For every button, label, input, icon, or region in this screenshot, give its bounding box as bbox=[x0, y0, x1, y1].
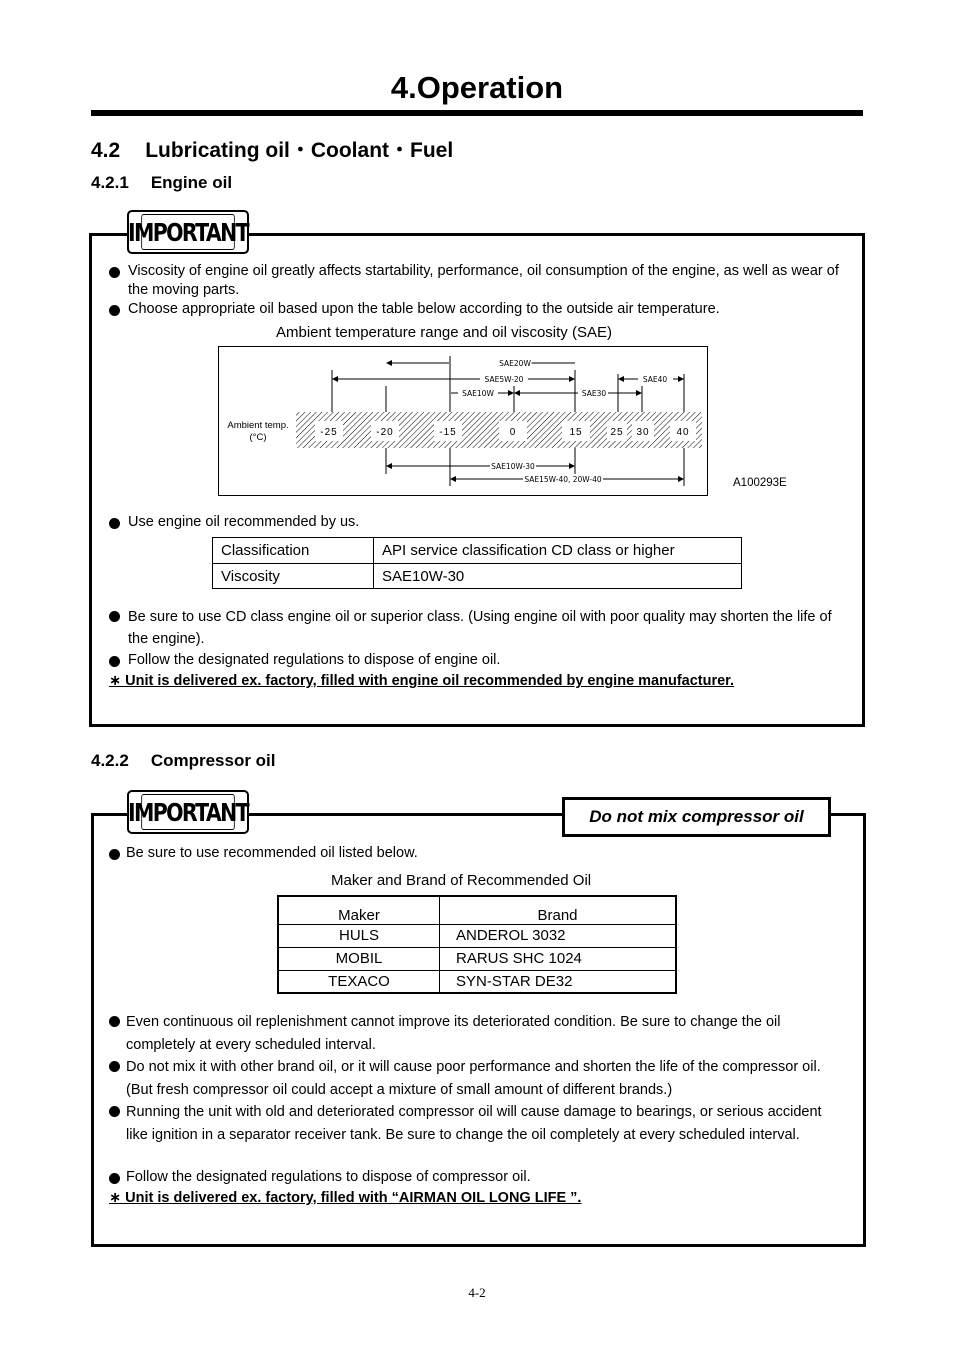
bullet-text: Running the unit with old and deteriorated compressor oil will cause damage to bearings, or serious accident like ignition in a separator receiver tank. Be sure to change the oil completely at every scheduled interval. bbox=[126, 1104, 822, 1143]
compressor-oil-heading-title: Compressor oil bbox=[150, 751, 276, 770]
engine-oil-bullet-viscosity bbox=[109, 262, 851, 300]
sae20w-label: SAE20W bbox=[499, 359, 531, 368]
bullet-dot bbox=[109, 518, 120, 529]
compressor-oil-bullet-replenish bbox=[109, 1011, 844, 1056]
brand-cell: RARUS SHC 1024 bbox=[440, 947, 677, 970]
temp-label: 0 bbox=[509, 427, 517, 438]
compressor-oil-bullet-intro bbox=[109, 844, 851, 863]
sae10w30-label: SAE10W-30 bbox=[491, 462, 535, 471]
bullet-dot bbox=[109, 1173, 120, 1184]
compressor-oil-bullet-dispose bbox=[109, 1168, 844, 1187]
section-number: 4.2 bbox=[91, 139, 121, 162]
sae40-label: SAE40 bbox=[642, 375, 668, 384]
bullet-text: Viscosity of engine oil greatly affects startability, performance, oil consumption of the engine, as well as wear of the moving parts. bbox=[128, 263, 839, 298]
section-heading bbox=[91, 134, 453, 164]
compressor-oil-heading-number: 4.2.2 bbox=[91, 751, 129, 770]
engine-oil-bullet-recommend bbox=[109, 513, 851, 532]
table-row bbox=[278, 947, 676, 970]
compressor-oil-factory-note: ∗ Unit is delivered ex. factory, filled with “AIRMAN OIL LONG LIFE ”. bbox=[109, 1190, 582, 1206]
bullet-text: Even continuous oil replenishment cannot improve its deteriorated condition. Be sure to change the oil completely at every scheduled interval. bbox=[126, 1014, 781, 1053]
bullet-dot bbox=[109, 611, 120, 622]
spec-label: Classification bbox=[213, 538, 374, 564]
engine-oil-bullet-dispose bbox=[109, 651, 851, 670]
bullet-text: Choose appropriate oil based upon the table below according to the outside air temperature. bbox=[128, 301, 720, 317]
table-row bbox=[278, 924, 676, 947]
temp-label: -20 bbox=[376, 427, 394, 438]
spec-row bbox=[213, 564, 742, 589]
spec-label: Viscosity bbox=[213, 564, 374, 589]
ambient-temp-unit: (°C) bbox=[249, 432, 267, 443]
engine-oil-bullet-cd-class bbox=[109, 606, 851, 650]
bullet-text: Follow the designated regulations to dispose of engine oil. bbox=[128, 652, 501, 668]
engine-oil-heading-title: Engine oil bbox=[150, 173, 233, 192]
spec-value: SAE10W-30 bbox=[374, 564, 742, 589]
temp-label: -15 bbox=[439, 427, 457, 438]
table-header-brand: Brand bbox=[440, 896, 677, 924]
recommended-oil-table bbox=[277, 895, 677, 994]
chapter-rule bbox=[91, 110, 863, 116]
bullet-dot bbox=[109, 656, 120, 667]
engine-oil-heading bbox=[91, 173, 232, 193]
temp-label: 30 bbox=[636, 427, 650, 438]
do-not-mix-warning: Do not mix compressor oil bbox=[562, 797, 831, 837]
ambient-temp-label: Ambient temp. bbox=[227, 420, 289, 431]
engine-oil-bullet-choose bbox=[109, 300, 851, 319]
bullet-text: Be sure to use CD class engine oil or superior class. (Using engine oil with poor quality may shorten the life of the engine). bbox=[128, 609, 832, 647]
table-header-row bbox=[278, 896, 676, 924]
oil-table-caption: Maker and Brand of Recommended Oil bbox=[331, 872, 592, 889]
bullet-text: Do not mix it with other brand oil, or it will cause poor performance and shorten the life of the compressor oil. (But fresh compressor oil could accept a mixture of small amount of different brands.) bbox=[126, 1059, 821, 1098]
temp-label: 25 bbox=[610, 427, 624, 438]
figure-id: A100293E bbox=[733, 477, 787, 489]
engine-oil-heading-number: 4.2.1 bbox=[91, 173, 129, 192]
engine-oil-spec-table bbox=[212, 537, 742, 589]
temp-label: 40 bbox=[676, 427, 690, 438]
bullet-dot bbox=[109, 305, 120, 316]
section-title: Lubricating oil・Coolant・Fuel bbox=[145, 139, 454, 162]
temp-label: 15 bbox=[569, 427, 583, 438]
maker-cell: MOBIL bbox=[278, 947, 440, 970]
spec-value: API service classification CD class or higher bbox=[374, 538, 742, 564]
bullet-dot bbox=[109, 849, 120, 860]
sae15w40-label: SAE15W-40, 20W-40 bbox=[524, 475, 602, 484]
page-number: 4-2 bbox=[468, 1285, 486, 1300]
bullet-text: Be sure to use recommended oil listed below. bbox=[126, 845, 418, 861]
viscosity-diagram bbox=[218, 346, 708, 496]
brand-cell: SYN-STAR DE32 bbox=[440, 970, 677, 993]
maker-cell: TEXACO bbox=[278, 970, 440, 993]
bullet-dot bbox=[109, 1061, 120, 1072]
sae30-label: SAE30 bbox=[581, 389, 607, 398]
maker-cell: HULS bbox=[278, 924, 440, 947]
spec-row bbox=[213, 538, 742, 564]
bullet-dot bbox=[109, 1106, 120, 1117]
compressor-oil-bullet-no-mix bbox=[109, 1056, 844, 1101]
table-row bbox=[278, 970, 676, 993]
temp-label: -25 bbox=[320, 427, 338, 438]
bullet-dot bbox=[109, 1016, 120, 1027]
important-label: IMPORTANT bbox=[141, 214, 234, 250]
sae10w-label: SAE10W bbox=[462, 389, 494, 398]
chapter-title: 4.Operation bbox=[390, 70, 564, 105]
bullet-dot bbox=[109, 267, 120, 278]
viscosity-diagram-caption: Ambient temperature range and oil viscosity (SAE) bbox=[276, 324, 612, 341]
compressor-oil-heading bbox=[91, 751, 276, 771]
compressor-oil-important-tag bbox=[127, 790, 249, 834]
bullet-text: Follow the designated regulations to dispose of compressor oil. bbox=[126, 1169, 531, 1185]
compressor-oil-bullet-damage bbox=[109, 1101, 829, 1146]
engine-oil-important-tag bbox=[127, 210, 249, 254]
table-header-maker: Maker bbox=[278, 896, 440, 924]
sae5w20-label: SAE5W-20 bbox=[484, 375, 524, 384]
brand-cell: ANDEROL 3032 bbox=[440, 924, 677, 947]
engine-oil-factory-note: ∗ Unit is delivered ex. factory, filled with engine oil recommended by engine manufacturer. bbox=[109, 673, 735, 689]
important-label: IMPORTANT bbox=[141, 794, 234, 830]
bullet-text: Use engine oil recommended by us. bbox=[128, 514, 360, 530]
